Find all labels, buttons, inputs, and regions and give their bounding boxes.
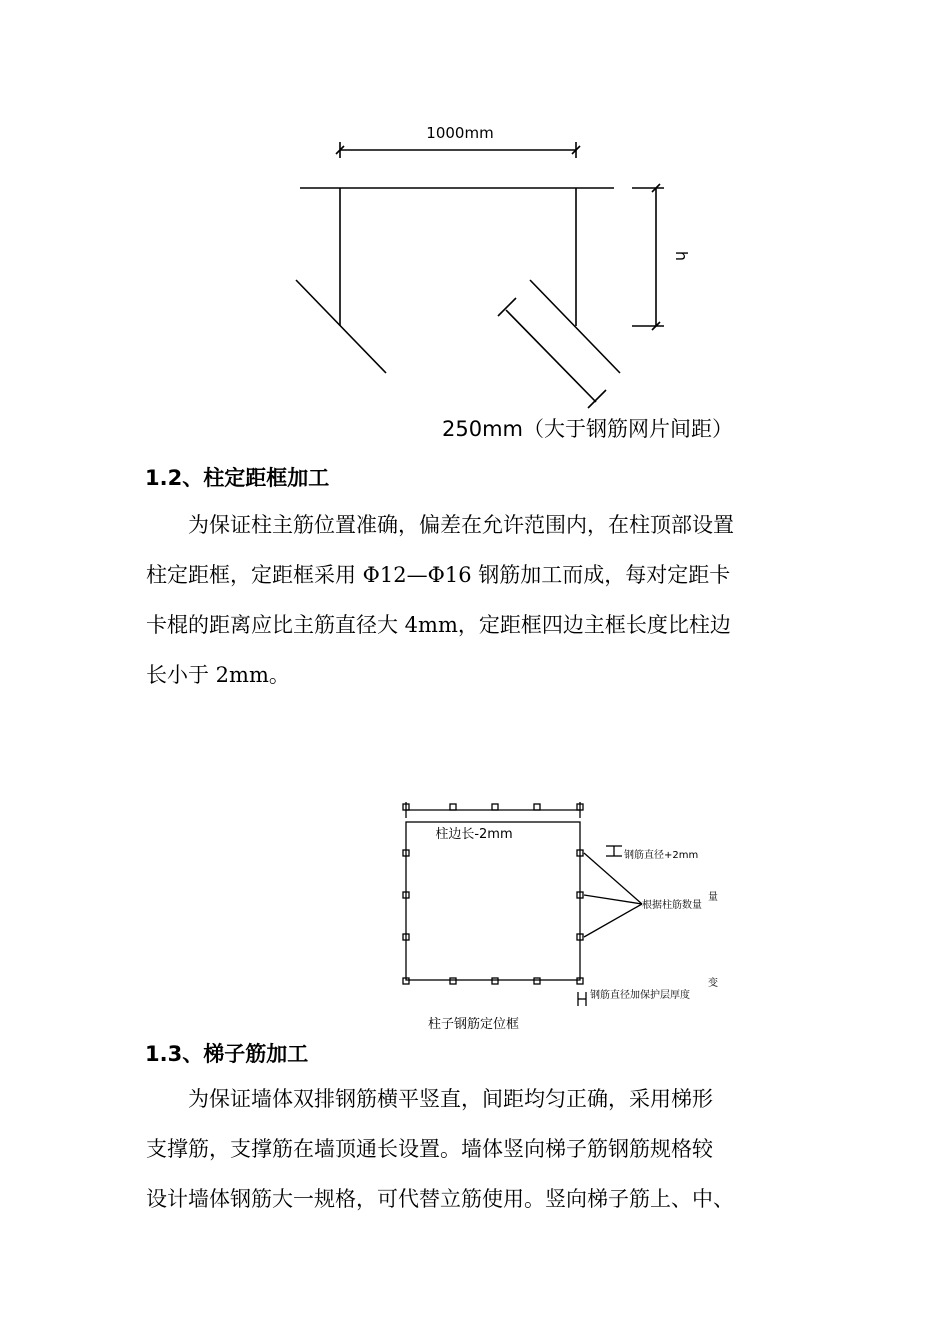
- spacer-bar-figure: [280, 110, 733, 450]
- frame-top-label: 柱边长-2mm: [435, 827, 513, 842]
- frame-cover-label: 钢筋直径加保护层厚度: [590, 990, 690, 1001]
- section-1-2-heading: 1.2、柱定距框加工: [145, 466, 330, 490]
- section-1-2-line-3: 卡棍的距离应比主筋直径大 4mm，定距框四边主框长度比柱边: [146, 613, 731, 637]
- section-1-3-line-3: 设计墙体钢筋大一规格，可代替立筋使用。竖向梯子筋上、中、: [146, 1187, 734, 1211]
- frame-count-label: 根据柱筋数量: [642, 900, 702, 911]
- frame-caption: 柱子钢筋定位框: [428, 1017, 520, 1032]
- column-frame-figure: [390, 796, 730, 1036]
- frame-gap-label: 钢筋直径+2mm: [624, 850, 699, 861]
- frame-side-char-2: 变: [708, 978, 718, 989]
- section-1-3-heading: 1.3、梯子筋加工: [145, 1042, 309, 1066]
- section-1-3-line-1: 为保证墙体双排钢筋横平竖直，间距均匀正确，采用梯形: [188, 1087, 713, 1111]
- dim-250mm-caption: 250mm（大于钢筋网片间距）: [442, 417, 733, 441]
- frame-side-char-1: 量: [708, 892, 718, 903]
- dim-1000mm-label: 1000mm: [426, 124, 494, 142]
- section-1-2-line-2: 柱定距框，定距框采用 Φ12—Φ16 钢筋加工而成，每对定距卡: [146, 563, 731, 587]
- section-1-3-line-2: 支撑筋，支撑筋在墙顶通长设置。墙体竖向梯子筋钢筋规格较: [146, 1137, 713, 1161]
- section-1-2-line-4: 长小于 2mm。: [146, 663, 290, 687]
- section-1-2-line-1: 为保证柱主筋位置准确，偏差在允许范围内，在柱顶部设置: [188, 513, 734, 537]
- dim-h-label: h: [672, 250, 691, 262]
